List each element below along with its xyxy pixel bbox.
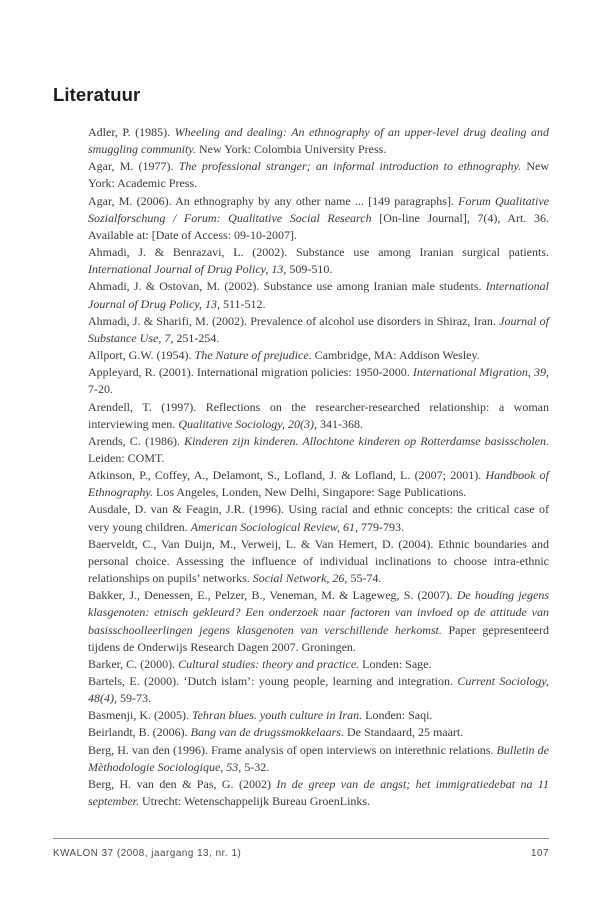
reference-text: 779-793. xyxy=(358,519,405,534)
reference-text: Londen: Saqi. xyxy=(362,708,433,723)
reference-list xyxy=(88,124,549,810)
footer-divider xyxy=(53,838,549,839)
reference-text: Paper gepresenteerd tijdens de Onderwijs Research Dagen 2007. Groningen. xyxy=(88,622,550,654)
reference-work-title: American Sociological Review, 61, xyxy=(190,519,359,534)
reference-entry xyxy=(88,124,549,158)
reference-text: Allport, G.W. (1954). xyxy=(88,348,195,363)
reference-text: 341-368. xyxy=(316,416,363,431)
reference-entry xyxy=(88,244,549,278)
reference-text: 511-512. xyxy=(220,296,266,311)
reference-entry xyxy=(88,347,549,364)
reference-text: Appleyard, R. (2001). International migration policies: 1950-2000. xyxy=(88,365,413,380)
reference-entry xyxy=(88,707,549,724)
reference-work-title: Wheeling and dealing: An ethnography of an upper-level drug dealing and smuggling community. xyxy=(88,125,549,157)
reference-text: Arendell, T. (1997). Reflections on the researcher-researched relationship: a woman interviewing men. xyxy=(88,399,549,431)
reference-text: Ahmadi, J. & Sharifi, M. (2002). Prevalence of alcohol use disorders in Shiraz, Iran. xyxy=(88,313,500,328)
reference-text: De Standaard, 25 maart. xyxy=(343,725,464,740)
page-footer xyxy=(53,848,549,859)
reference-text: Utrecht: Wetenschappelijk Bureau GroenLinks. xyxy=(139,794,371,809)
reference-work-title: Journal of Substance Use, 7, xyxy=(88,313,549,345)
reference-work-title: Tehran blues. youth culture in Iran. xyxy=(192,708,363,723)
reference-work-title: De houding jegens klasgenoten: etnisch gekleurd? Een onderzoek naar factoren van invloed op de attitude van basisschoolleerlingen jegens klasgenoten van verschillende herkomst. xyxy=(88,588,549,637)
reference-entry xyxy=(88,776,549,810)
reference-text: Bartels, E. (2000). ‘Dutch islam’: young people, learning and integration. xyxy=(88,674,458,688)
reference-work-title: Social Network, 26, xyxy=(252,571,348,586)
reference-work-title: Bulletin de Mèthodologie Sociologique, 53, xyxy=(88,742,549,774)
reference-work-title: Handbook of Ethnography. xyxy=(88,468,550,500)
reference-entry xyxy=(88,433,549,467)
reference-work-title: The professional stranger; an informal introduction to ethnography. xyxy=(178,159,522,174)
reference-entry xyxy=(88,158,549,192)
reference-entry xyxy=(88,742,549,776)
page-title: Literatuur xyxy=(53,84,141,105)
reference-text: Leiden: COMT. xyxy=(88,450,165,465)
reference-text: New York: Academic Press. xyxy=(88,159,549,191)
page-number: 107 xyxy=(531,848,549,859)
reference-text: Los Angeles, Londen, New Delhi, Singapore: Sage Publications. xyxy=(153,485,467,500)
reference-text: Adler, P. (1985). xyxy=(88,125,175,139)
reference-text: Bakker, J., Denessen, E., Pelzer, B., Veneman, M. & Lageweg, S. (2007). xyxy=(88,588,457,603)
reference-entry xyxy=(88,724,549,741)
reference-work-title: Bang van de drugssmokkelaars. xyxy=(190,725,344,740)
reference-text: Agar, M. (1977). xyxy=(88,159,179,174)
journal-citation: KWALON 37 (2008, jaargang 13, nr. 1) xyxy=(53,848,242,859)
reference-text: 5-32. xyxy=(241,759,270,774)
reference-entry xyxy=(88,399,549,433)
reference-entry xyxy=(88,536,549,587)
reference-work-title: International Journal of Drug Policy, 13, xyxy=(88,279,549,311)
reference-work-title: Forum Qualitative Sozialforschung / Forum: Qualitative Social Research xyxy=(88,193,549,225)
reference-work-title: In de greep van de angst; het immigratiedebat na 11 september. xyxy=(88,776,550,809)
reference-text: Berg, H. van den & Pas, G. (2002) xyxy=(88,776,277,791)
reference-text: Beirlandt, B. (2006). xyxy=(88,725,191,740)
reference-text: Ahmadi, J. & Ostovan, M. (2002). Substance use among Iranian male students. xyxy=(88,279,486,294)
reference-text: 7-20. xyxy=(88,382,113,397)
reference-text: Arends, C. (1986). xyxy=(88,433,185,448)
reference-work-title: Cultural studies: theory and practice. xyxy=(178,656,360,671)
reference-entry xyxy=(88,313,549,347)
reference-entry xyxy=(88,278,549,312)
reference-text: . Cambridge, MA: Addison Wesley. xyxy=(308,348,480,363)
reference-entry xyxy=(88,501,549,535)
reference-text: Barker, C. (2000). xyxy=(88,656,179,671)
reference-entry xyxy=(88,467,549,501)
reference-text: 509-510. xyxy=(286,262,333,277)
reference-text: Agar, M. (2006). An ethnography by any other name ... [149 paragraphs]. xyxy=(88,193,459,208)
reference-entry xyxy=(88,364,549,398)
reference-work-title: The Nature of prejudice xyxy=(194,348,309,363)
reference-text: New York: Colombia University Press. xyxy=(196,142,387,157)
reference-text: 55-74. xyxy=(347,571,382,586)
reference-text: 59-73. xyxy=(117,691,151,706)
reference-text: Ahmadi, J. & Benrazavi, L. (2002). Substance use among Iranian surgical patients. xyxy=(88,245,549,260)
reference-entry xyxy=(88,193,549,244)
reference-entry xyxy=(88,587,549,656)
reference-text: Londen: Sage. xyxy=(359,656,432,671)
reference-work-title: Kinderen zijn kinderen. Allochtone kinderen op Rotterdamse basisscholen. xyxy=(184,433,549,448)
reference-text: [On-line Journal], 7(4), Art. 36. Available at: [Date of Access: 09-10-2007]. xyxy=(88,210,549,242)
reference-entry xyxy=(88,673,549,707)
reference-work-title: Qualitative Sociology, 20(3), xyxy=(178,416,317,431)
reference-text: Berg, H. van den (1996). Frame analysis of open interviews on interethnic relations. xyxy=(88,742,497,757)
reference-text: Ausdale, D. van & Feagin, J.R. (1996). Using racial and ethnic concepts: the critical case of very young children. xyxy=(88,502,549,534)
reference-entry xyxy=(88,656,549,673)
reference-work-title: Current Sociology, 48(4), xyxy=(88,674,550,706)
reference-text: Baerveldt, C., Van Duijn, M., Verweij, L. & Van Hemert, D. (2004). Ethnic boundaries and personal choice. Assessing the influence of individual inclinations to choose intra-ethnic relationships on pupils’ networks. xyxy=(88,536,549,586)
reference-text: Atkinson, P., Coffey, A., Delamont, S., Lofland, J. & Lofland, L. (2007; 2001). xyxy=(88,468,486,483)
reference-work-title: International Migration, 39, xyxy=(412,365,550,380)
reference-text: 251-254. xyxy=(173,330,220,345)
reference-work-title: International Journal of Drug Policy, 13, xyxy=(88,262,287,277)
reference-text: Basmenji, K. (2005). xyxy=(88,708,192,723)
